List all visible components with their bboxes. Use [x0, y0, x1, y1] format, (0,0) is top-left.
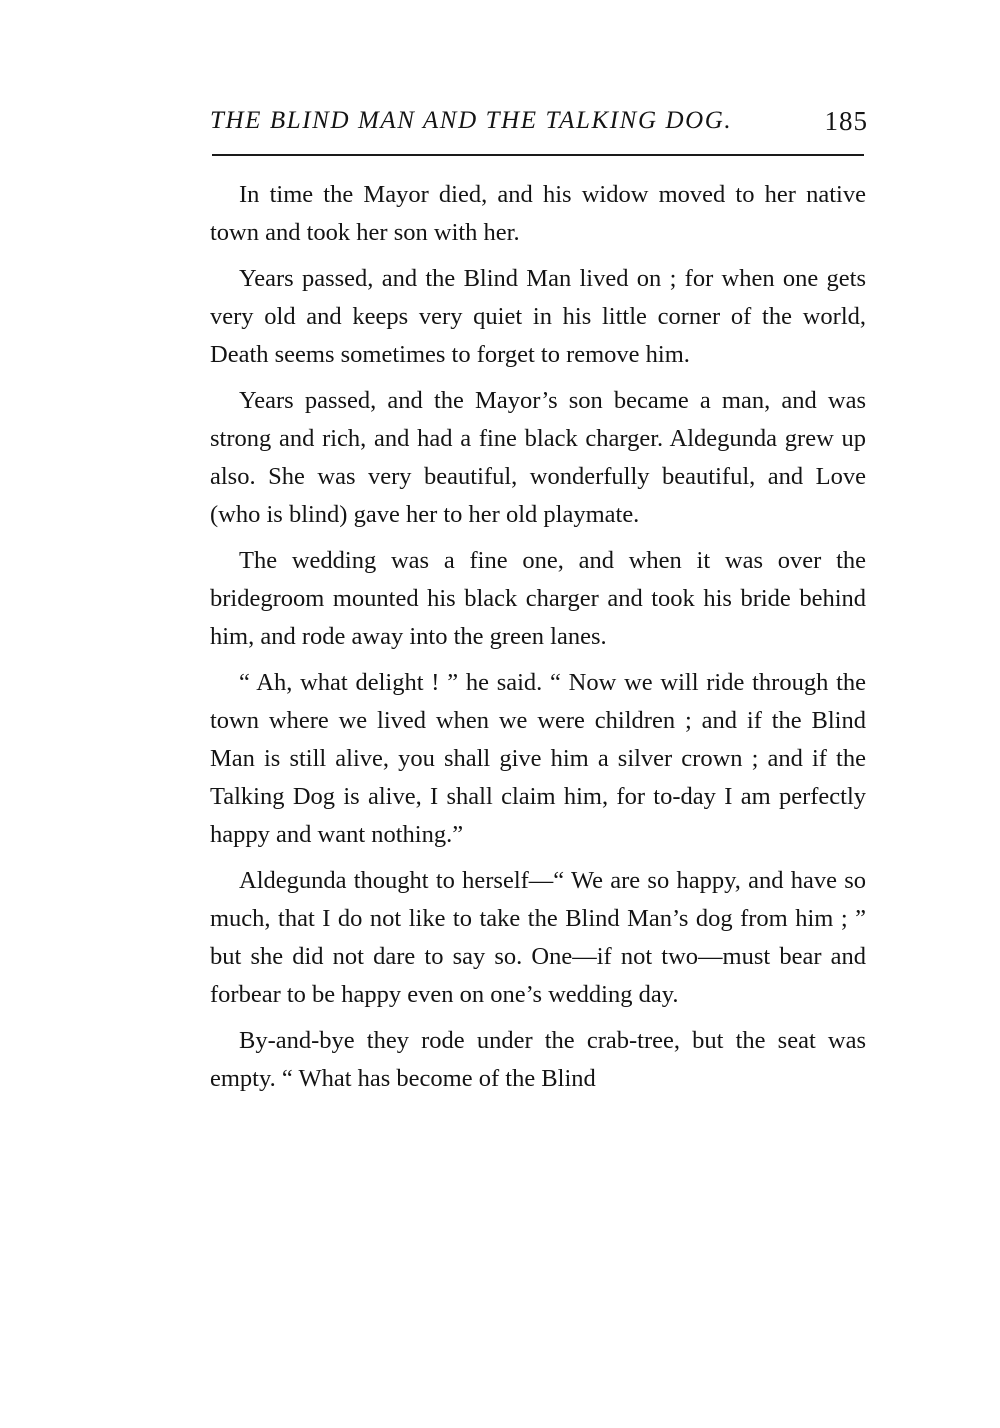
paragraph: By-and-bye they rode under the crab-tree, but the seat was empty. “ What has become of the Blind [210, 1027, 866, 1092]
page-number: 185 [824, 106, 868, 136]
body-text [210, 176, 866, 1098]
running-head [210, 104, 868, 138]
paragraph: “ Ah, what delight ! ” he said. “ Now we will ride through the town where we lived when we were children ; and if the Blind Man is still alive, you shall give him a silver crown ; and if the Talking Dog is alive, I shall claim him, for to-day I am perfectly happy and want nothing.” [210, 669, 866, 848]
paragraph: The wedding was a fine one, and when it was over the bridegroom mounted his black charger and took his bride behind him, and rode away into the green lanes. [210, 547, 866, 650]
paragraph: In time the Mayor died, and his widow moved to her native town and took her son with her. [210, 181, 866, 246]
paragraph: Years passed, and the Blind Man lived on ; for when one gets very old and keeps very quiet in his little corner of the world, Death seems sometimes to forget to remove him. [210, 265, 866, 368]
running-title: THE BLIND MAN AND THE TALKING DOG. [210, 107, 733, 134]
header-rule [212, 154, 864, 156]
paragraph: Aldegunda thought to herself—“ We are so happy, and have so much, that I do not like to take the Blind Man’s dog from him ; ” but she did not dare to say so. One—if not two—must bear and forbear to be happy even on one’s wedding day. [210, 867, 866, 1008]
paragraph: Years passed, and the Mayor’s son became a man, and was strong and rich, and had a fine black charger. Aldegunda grew up also. She was very beautiful, wonderfully beautiful, and Love (who is blind) gave her to her old playmate. [210, 387, 866, 528]
